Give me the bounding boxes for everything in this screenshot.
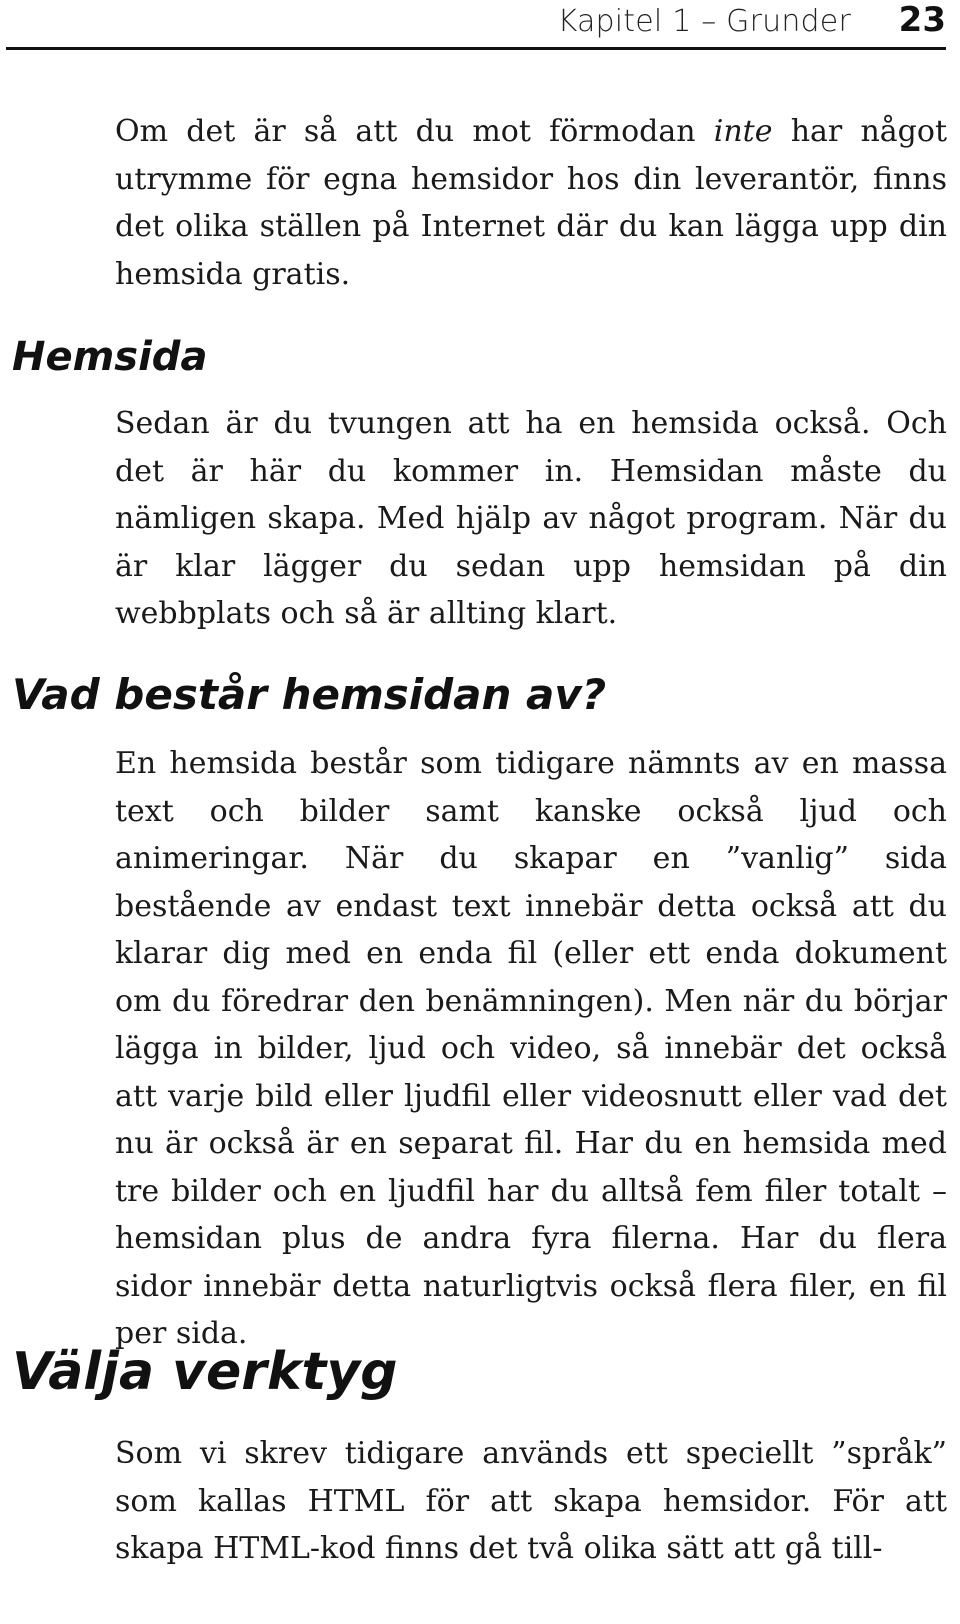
paragraph-valja-verktyg: Som vi skrev tidigare används ett speciellt ”språk” som kallas HTML för att skapa hemsidor. För att skapa HTML-kod finns det två olika sätt att gå till- (115, 1436, 947, 1566)
intro-paragraph (115, 108, 947, 298)
intro-text-end: har något utrymme för egna hemsidor hos din leverantör, finns det olika ställen på Internet där du kan lägga upp din hemsida gratis. (115, 114, 947, 292)
paragraph-hemsida: Sedan är du tvungen att ha en hemsida också. Och det är här du kommer in. Hemsidan måste du nämligen skapa. Med hjälp av något program. När du är klar lägger du sedan upp hemsidan på din webbplats och så är allting klart. (115, 406, 947, 631)
heading-hemsida: Hemsida (12, 334, 208, 380)
chapter-title: Kapitel 1 – Grunder (557, 4, 851, 39)
page-number: 23 (898, 0, 946, 40)
intro-text-start: Om det är så att du mot förmodan (115, 114, 714, 149)
heading-vad-bestar: Vad består hemsidan av? (12, 670, 607, 719)
paragraph-vad-bestar: En hemsida består som tidigare nämnts av en massa text och bilder samt kanske också ljud och animeringar. När du skapar en ”vanlig” sida bestående av endast text innebär detta också att du klarar dig med en enda fil (eller ett enda dokument om du föredrar den benämningen). Men när du börjar lägga in bilder, ljud och video, så innebär det också att varje bild eller ljudfil eller videosnutt eller vad det nu är också är en separat fil. Har du en hemsida med tre bilder och en ljudfil har du alltså fem filer totalt – hemsidan plus de andra fyra filerna. Har du flera sidor innebär detta naturligtvis också flera filer, en fil per sida. (115, 746, 947, 1351)
running-header (0, 0, 946, 46)
heading-valja-verktyg: Välja verktyg (12, 1342, 398, 1402)
header-rule (6, 47, 946, 50)
intro-emphasis: inte (713, 114, 773, 149)
